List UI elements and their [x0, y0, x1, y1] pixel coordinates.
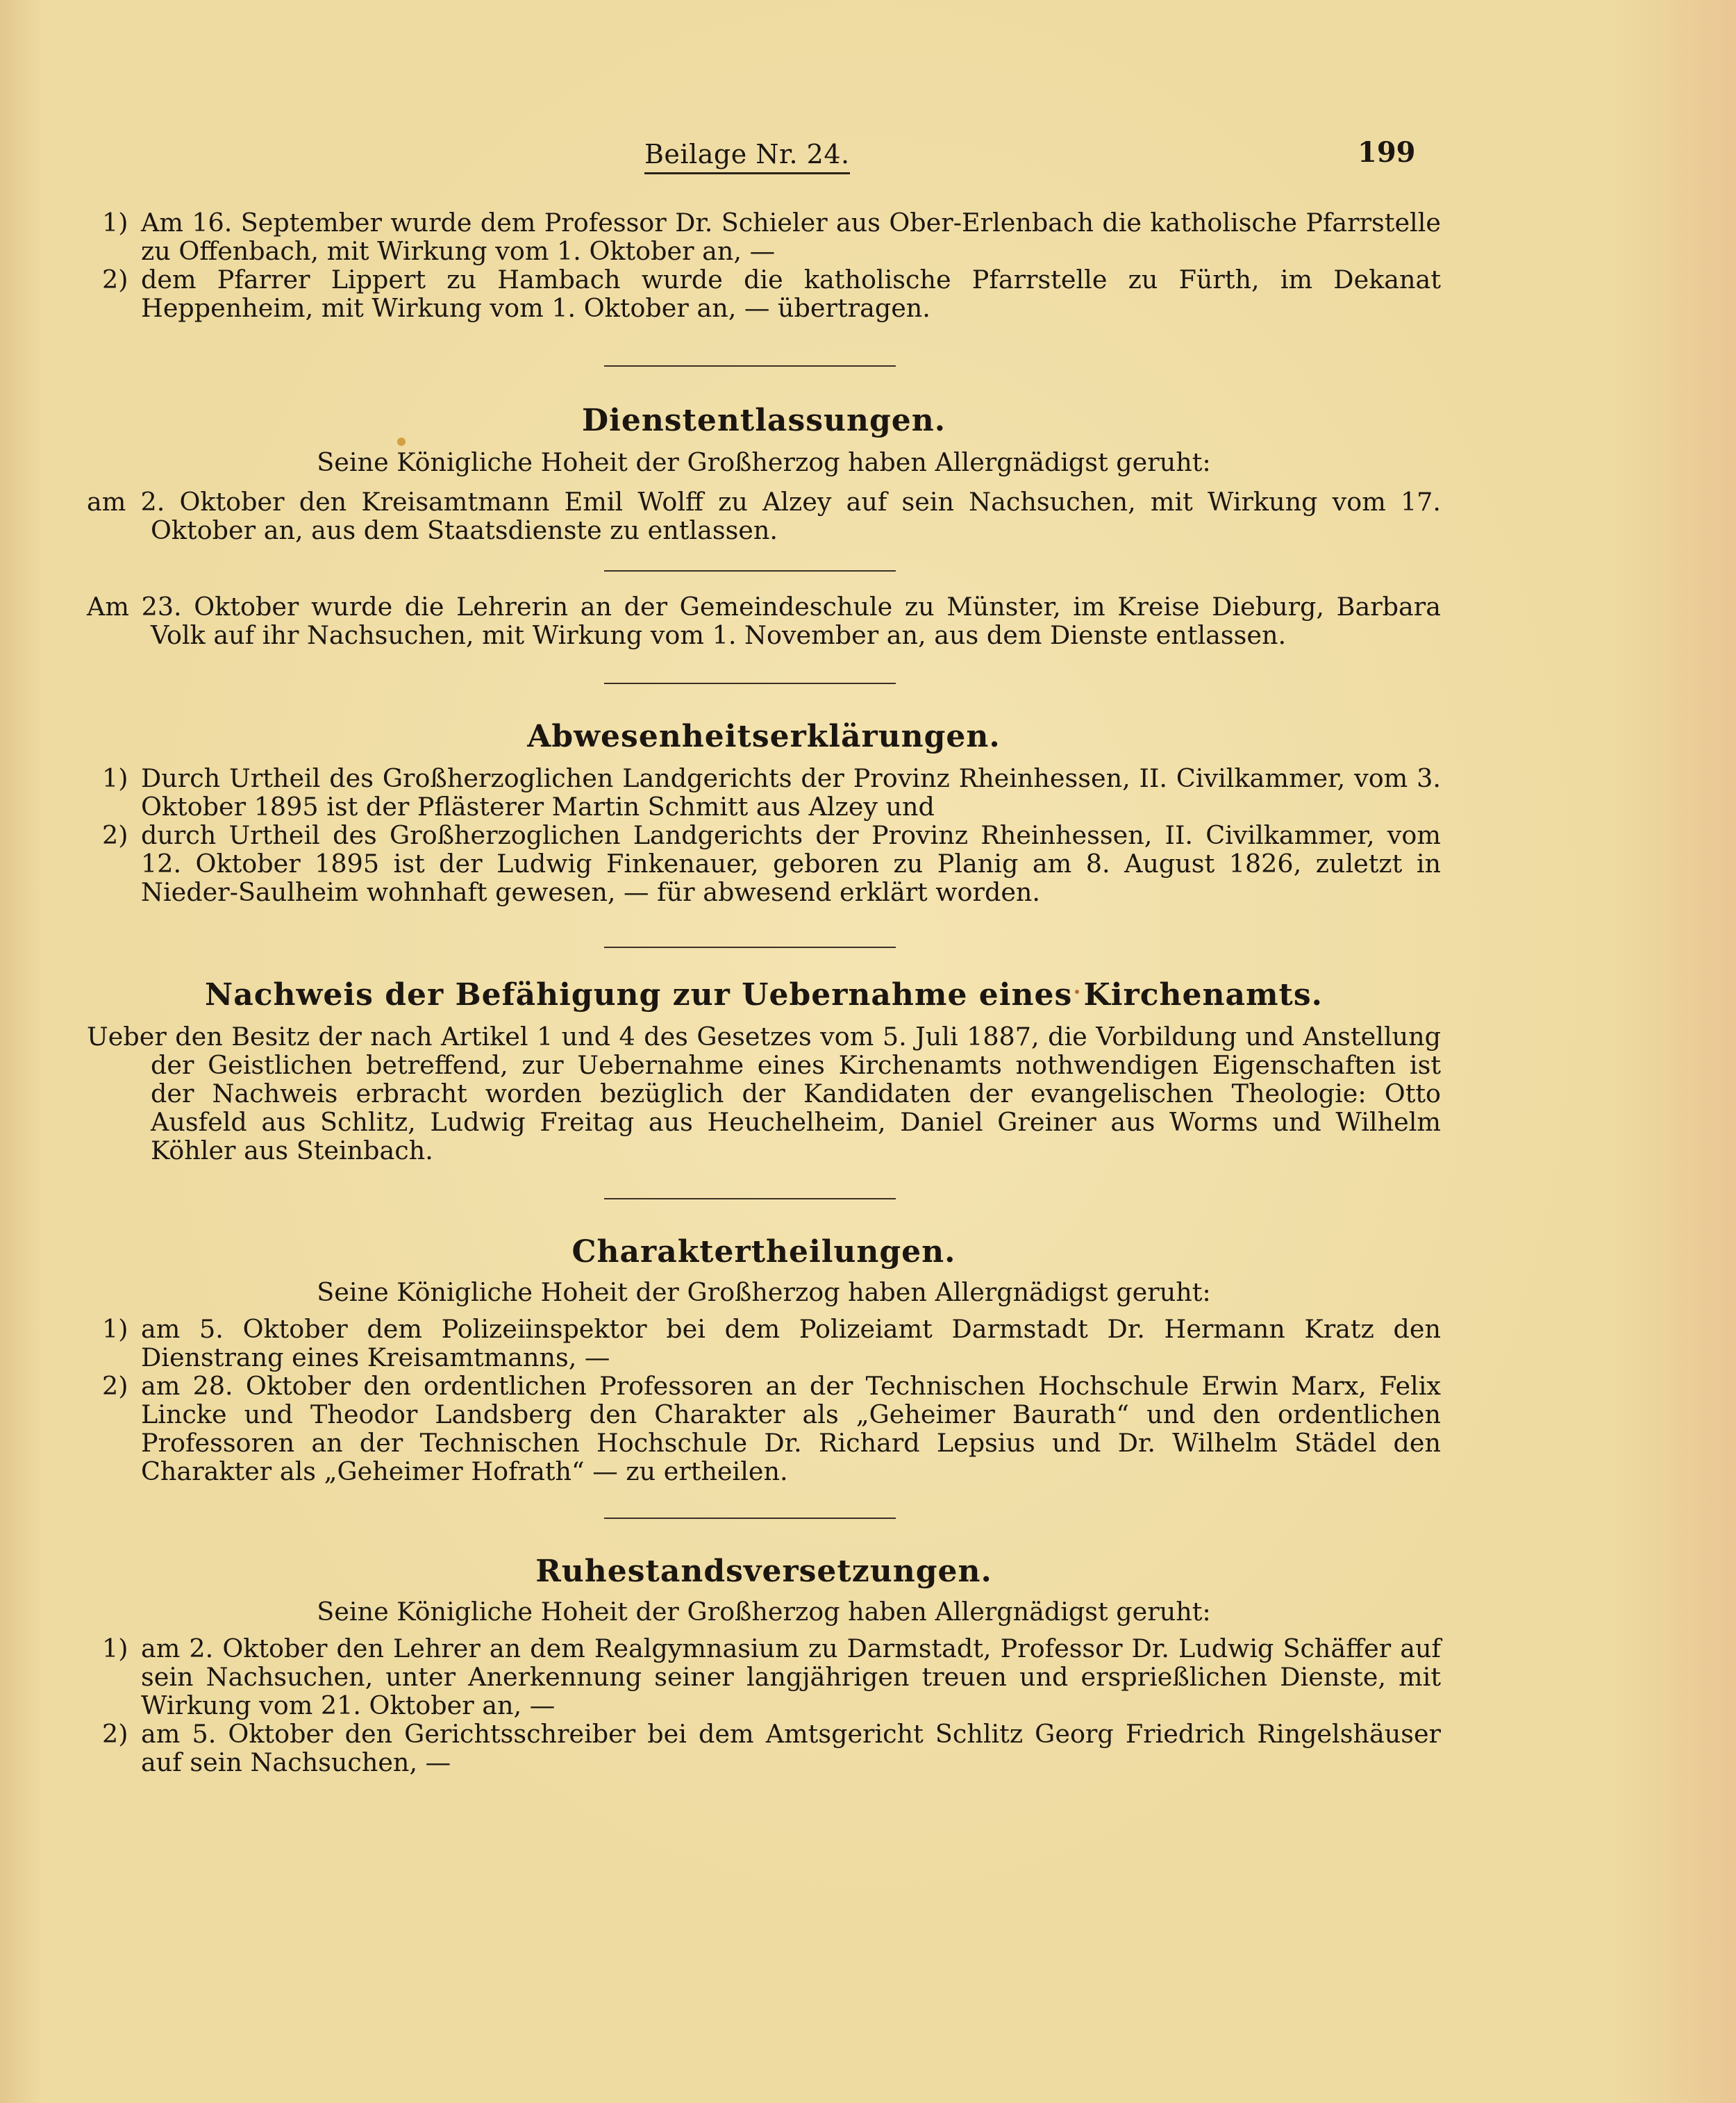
list-item	[87, 265, 1441, 322]
section-heading: Charaktertheilungen.	[571, 1233, 956, 1270]
list-item	[87, 208, 1441, 265]
section-intro: Seine Königliche Hoheit der Großherzog haben Allergnädigst geruht:	[317, 447, 1211, 477]
section-divider	[604, 1198, 896, 1199]
item-number: 2)	[102, 1718, 128, 1749]
charakter-section	[87, 1234, 1441, 1486]
list-item	[87, 764, 1441, 821]
page-number: 199	[1358, 136, 1416, 169]
entry-text: am 2. Oktober den Kreisamtmann Emil Wolff zu Alzey auf sein Nachsuchen, mit Wirkung vom 17. Oktober an, aus dem Staatsdienste zu entlassen.	[87, 487, 1441, 545]
ruhestand-section	[87, 1554, 1441, 1777]
item-text: am 2. Oktober den Lehrer an dem Realgymnasium zu Darmstadt, Professor Dr. Ludwig Schäffer auf sein Nachsuchen, unter Anerkennung seiner langjährigen treuen und ersprießlichen Dienste, mit Wirkung vom 21. Oktober an, —	[141, 1633, 1441, 1720]
item-number: 1)	[102, 1313, 128, 1344]
appointments-section	[87, 208, 1441, 322]
list-item	[87, 1720, 1441, 1777]
item-text: am 5. Oktober dem Polizeiinspektor bei dem Polizeiamt Darmstadt Dr. Hermann Kratz den Dienstrang eines Kreisamtmanns, —	[141, 1313, 1441, 1372]
main-content	[87, 208, 1441, 1777]
item-number: 1)	[102, 763, 128, 793]
item-number: 2)	[102, 1370, 128, 1401]
item-number: 2)	[102, 820, 128, 850]
section-intro: Seine Königliche Hoheit der Großherzog haben Allergnädigst geruht:	[317, 1277, 1211, 1307]
section-divider	[604, 947, 896, 948]
item-text: am 5. Oktober den Gerichtsschreiber bei dem Amtsgericht Schlitz Georg Friedrich Ringelshäuser auf sein Nachsuchen, —	[141, 1718, 1441, 1777]
item-number: 1)	[102, 208, 128, 238]
item-text: Am 16. September wurde dem Professor Dr. Schieler aus Ober-Erlenbach die katholische Pfarrstelle zu Offenbach, mit Wirkung vom 1. Oktober an, —	[141, 208, 1441, 266]
item-text: am 28. Oktober den ordentlichen Professoren an der Technischen Hochschule Erwin Marx, Felix Lincke und Theodor Landsberg den Charakter als „Geheimer Baurath“ und den ordentlichen Professoren an der Technischen Hochschule Dr. Richard Lepsius und Dr. Wilhelm Städel den Charakter als „Geheimer Hofrath“ — zu ertheilen.	[141, 1370, 1441, 1486]
abwesenheit-section	[87, 719, 1441, 906]
item-text: durch Urtheil des Großherzoglichen Landgerichts der Provinz Rheinhessen, II. Civilkammer, vom 12. Oktober 1895 ist der Ludwig Finkenauer, geboren zu Planig am 8. August 1826, zuletzt in Nieder-Saulheim wohnhaft gewesen, — für abwesend erklärt worden.	[141, 820, 1441, 907]
item-number: 2)	[102, 265, 128, 294]
entry-text: Am 23. Oktober wurde die Lehrerin an der Gemeindeschule zu Münster, im Kreise Dieburg, Barbara Volk auf ihr Nachsuchen, mit Wirkung vom 1. November an, aus dem Dienste entlassen.	[87, 591, 1441, 650]
section-heading: Dienstentlassungen.	[581, 403, 946, 438]
list-item	[87, 821, 1441, 906]
section-heading: Ruhestandsversetzungen.	[535, 1553, 992, 1589]
section-heading: Abwesenheitserklärungen.	[527, 718, 1001, 754]
section-divider	[604, 365, 896, 367]
section-heading: Nachweis der Befähigung zur Uebernahme eines Kirchenamts.	[205, 976, 1323, 1013]
list-item	[87, 1634, 1441, 1720]
dienstentlassungen-section	[87, 403, 1441, 649]
nachweis-section	[87, 977, 1441, 1165]
section-intro: Seine Königliche Hoheit der Großherzog haben Allergnädigst geruht:	[317, 1596, 1211, 1627]
section-text: Ueber den Besitz der nach Artikel 1 und 4 des Gesetzes vom 5. Juli 1887, die Vorbildung und Anstellung der Geistlichen betreffend, zur Uebernahme eines Kirchenamts nothwendigen Eigenschaften ist der Nachweis erbracht worden bezüglich der Kandidaten der evangelischen Theologie: Otto Ausfeld aus Schlitz, Ludwig Freitag aus Heuchelheim, Daniel Greiner aus Worms und Wilhelm Köhler aus Steinbach.	[87, 1021, 1441, 1165]
item-number: 1)	[102, 1633, 128, 1663]
list-item	[87, 1372, 1441, 1486]
item-text: Durch Urtheil des Großherzoglichen Landgerichts der Provinz Rheinhessen, II. Civilkammer, vom 3. Oktober 1895 ist der Pflästerer Martin Schmitt aus Alzey und	[141, 763, 1441, 822]
section-divider	[604, 683, 896, 684]
supplement-header: Beilage Nr. 24.	[644, 139, 850, 174]
list-item	[87, 1315, 1441, 1372]
item-text: dem Pfarrer Lippert zu Hambach wurde die katholische Pfarrstelle zu Fürth, im Dekanat Heppenheim, mit Wirkung vom 1. Oktober an, — übertragen.	[141, 265, 1441, 323]
section-divider	[604, 1518, 896, 1519]
section-divider	[604, 570, 896, 572]
